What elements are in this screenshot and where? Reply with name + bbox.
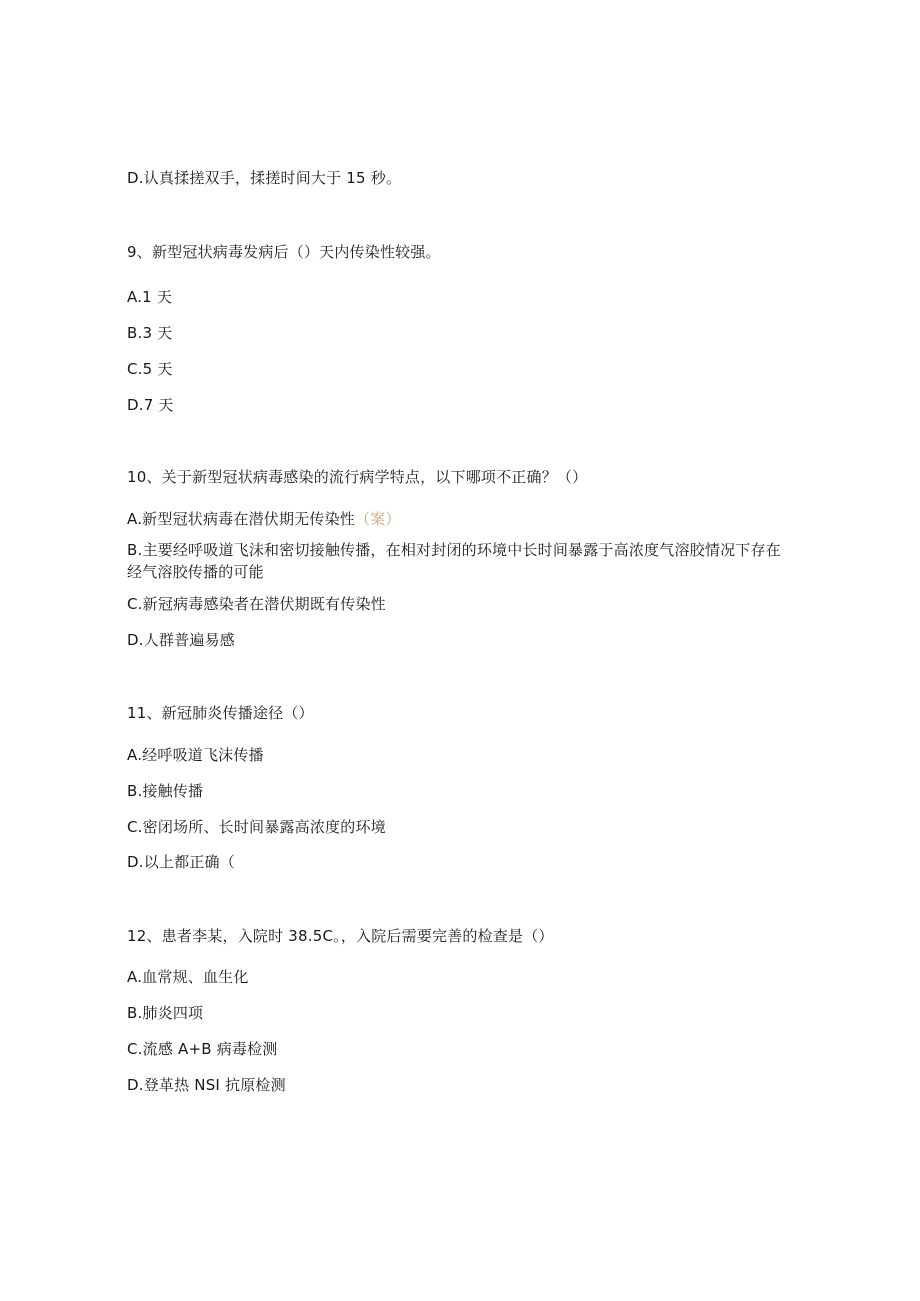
q12-option-b: B.肺炎四项 xyxy=(127,1004,204,1022)
q8-option-d: D.认真揉搓双手，揉搓时间大于 15 秒。 xyxy=(127,169,402,187)
q10-option-b: B.主要经呼吸道飞沫和密切接触传播，在相对封闭的环境中长时间暴露于高浓度气溶胶情况下存在经气溶胶传播的可能 xyxy=(127,541,781,581)
q11-option-b: B.接触传播 xyxy=(127,782,204,800)
q10-question: 10、关于新型冠状病毒感染的流行病学特点，以下哪项不正确？（） xyxy=(127,468,588,486)
q10-option-a-text: A.新型冠状病毒在潜伏期无传染性 xyxy=(127,510,355,528)
q10-option-d: D.人群普遍易感 xyxy=(127,631,235,649)
q11-option-d: D.以上都正确（ xyxy=(127,853,235,871)
q9-option-a: A.1 天 xyxy=(127,288,173,306)
q9-option-c: C.5 天 xyxy=(127,360,173,378)
q12-option-c: C.流感 A+B 病毒检测 xyxy=(127,1040,278,1058)
q11-option-a: A.经呼吸道飞沫传播 xyxy=(127,746,264,764)
q9-option-d: D.7 天 xyxy=(127,396,174,414)
q9-option-b: B.3 天 xyxy=(127,324,173,342)
q11-option-c: C.密闭场所、长时间暴露高浓度的环境 xyxy=(127,818,386,836)
q12-option-a: A.血常规、血生化 xyxy=(127,968,249,986)
q9-question: 9、新型冠状病毒发病后（）天内传染性较强。 xyxy=(127,243,441,261)
q12-question: 12、患者李某，入院时 38.5C。，入院后需要完善的检查是（） xyxy=(127,927,554,945)
q12-option-d: D.登革热 NSI 抗原检测 xyxy=(127,1076,286,1094)
q11-question: 11、新冠肺炎传播途径（） xyxy=(127,704,314,722)
q10-option-a xyxy=(127,509,401,530)
q10-option-c: C.新冠病毒感染者在潜伏期既有传染性 xyxy=(127,595,386,613)
answer-mark: （案） xyxy=(354,510,401,528)
